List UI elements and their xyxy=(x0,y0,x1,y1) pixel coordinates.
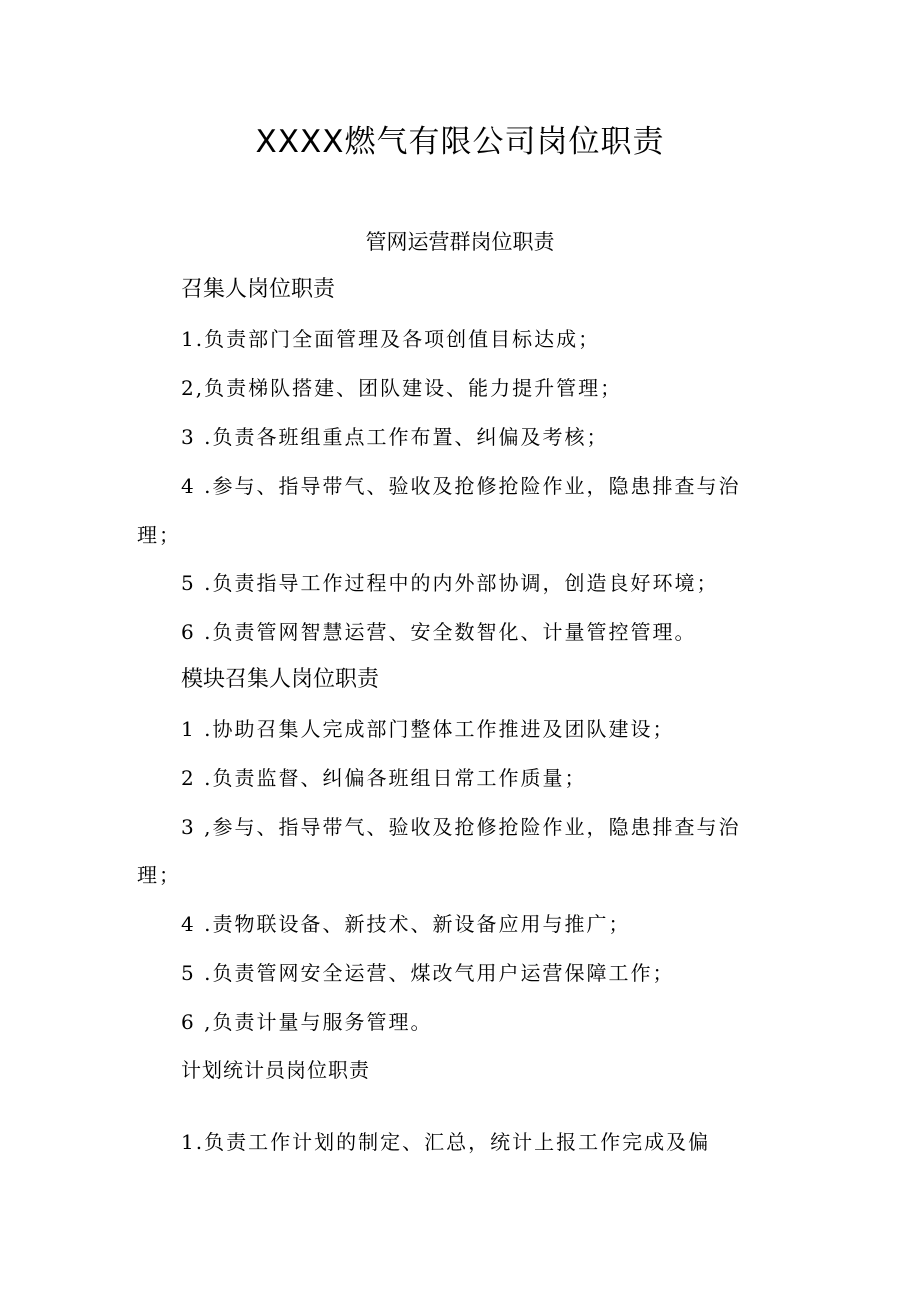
duty-line: 5 .负责指导工作过程中的内外部协调，创造良好环境； xyxy=(181,571,719,595)
duty-line: 6 .负责管网智慧运营、安全数智化、计量管控管理。 xyxy=(181,620,697,644)
section-heading-convener: 召集人岗位职责 xyxy=(181,277,336,302)
duty-line-continuation: 理； xyxy=(137,523,181,547)
duty-line: 4 .责物联设备、新技术、新设备应用与推广； xyxy=(181,912,631,936)
duty-line: 1.负责部门全面管理及各项创值目标达成； xyxy=(181,327,601,351)
duty-line: 4 .参与、指导带气、验收及抢修抢险作业，隐患排查与治 xyxy=(181,474,741,498)
duty-line: 2,负责梯队搭建、团队建设、能力提升管理； xyxy=(181,376,623,400)
duty-line: 6 ,负责计量与服务管理。 xyxy=(181,1010,433,1034)
document-title: XXXX燃气有限公司岗位职责 xyxy=(255,124,665,160)
duty-line-continuation: 理； xyxy=(137,863,181,887)
duty-line: 3 ,参与、指导带气、验收及抢修抢险作业，隐患排查与治 xyxy=(181,815,741,839)
duty-line: 1 .协助召集人完成部门整体工作推进及团队建设； xyxy=(181,717,675,741)
document-subtitle: 管网运营群岗位职责 xyxy=(365,230,555,254)
section-heading-module-convener: 模块召集人岗位职责 xyxy=(181,667,380,692)
duty-line: 1.负责工作计划的制定、汇总，统计上报工作完成及偏 xyxy=(181,1130,711,1154)
duty-line: 5 .负责管网安全运营、煤改气用户运营保障工作； xyxy=(181,961,675,985)
duty-line: 2 .负责监督、纠偏各班组日常工作质量； xyxy=(181,766,587,790)
section-heading-planner: 计划统计员岗位职责 xyxy=(181,1058,370,1082)
duty-line: 3 .负责各班组重点工作布置、纠偏及考核； xyxy=(181,425,609,449)
